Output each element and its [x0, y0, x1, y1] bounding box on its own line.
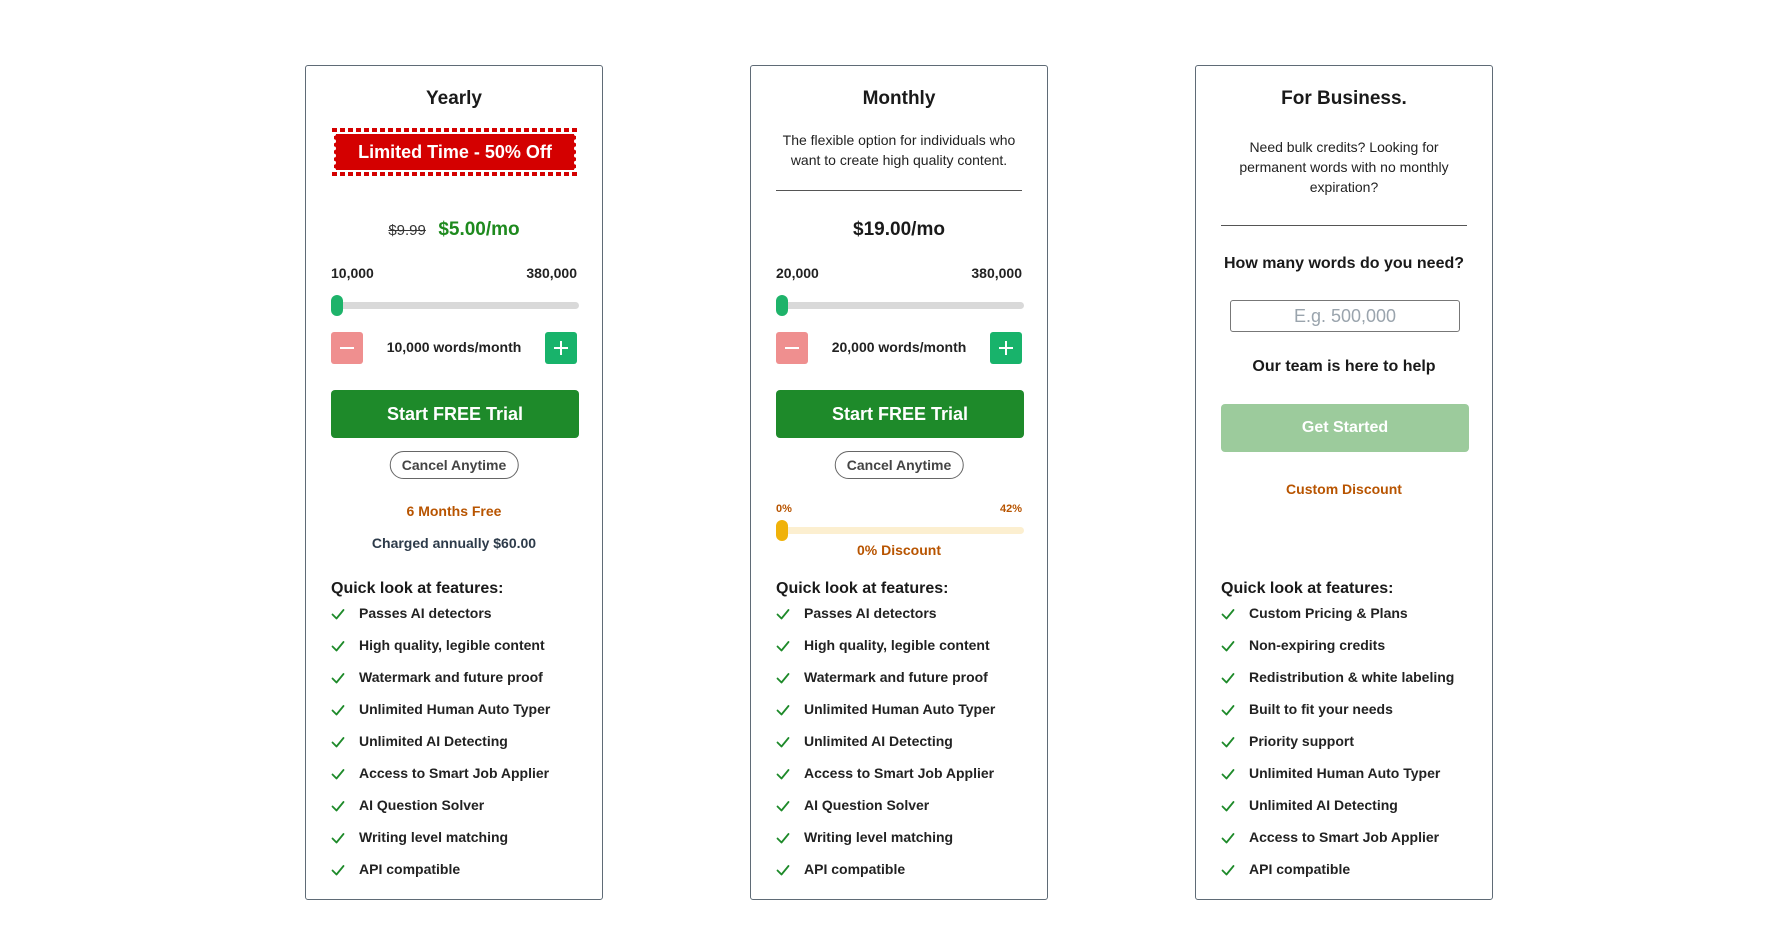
- feature-label: API compatible: [359, 861, 461, 877]
- divider: [1221, 225, 1467, 226]
- check-icon: [331, 639, 345, 653]
- price: $19.00/mo: [853, 219, 945, 240]
- check-icon: [1221, 735, 1235, 749]
- feature-item: [331, 829, 550, 861]
- plan-description: Need bulk credits? Looking for permanent words with no monthly expiration?: [1239, 139, 1449, 195]
- feature-label: Built to fit your needs: [1249, 701, 1393, 717]
- check-icon: [331, 735, 345, 749]
- feature-item: [1221, 605, 1454, 637]
- start-free-trial-button[interactable]: Start FREE Trial: [776, 390, 1024, 438]
- discounted-price: $5.00/mo: [438, 219, 520, 240]
- feature-item: [776, 765, 995, 797]
- check-icon: [776, 831, 790, 845]
- range-max-label: 380,000: [971, 265, 1022, 281]
- divider: [776, 190, 1022, 191]
- feature-label: Watermark and future proof: [804, 669, 988, 685]
- check-icon: [776, 799, 790, 813]
- feature-item: [1221, 861, 1454, 893]
- help-label: Our team is here to help: [1252, 358, 1436, 375]
- plus-icon: [999, 341, 1013, 355]
- discount-min-label: 0%: [776, 503, 792, 515]
- plan-card-monthly: [750, 65, 1048, 900]
- cancel-anytime-badge: Cancel Anytime: [835, 451, 964, 479]
- discount-slider[interactable]: [776, 527, 1024, 534]
- promo-badge-label: Limited Time - 50% Off: [358, 142, 552, 162]
- plus-icon: [554, 341, 568, 355]
- feature-item: [776, 733, 995, 765]
- feature-label: API compatible: [1249, 861, 1351, 877]
- check-icon: [331, 607, 345, 621]
- feature-label: Access to Smart Job Applier: [1249, 829, 1440, 845]
- features-title: Quick look at features:: [1221, 580, 1394, 597]
- old-price: $9.99: [388, 221, 426, 239]
- check-icon: [1221, 703, 1235, 717]
- plan-card-yearly: [305, 65, 603, 900]
- slider-thumb[interactable]: [331, 295, 343, 316]
- feature-list: [331, 605, 550, 893]
- check-icon: [776, 863, 790, 877]
- feature-item: [1221, 733, 1454, 765]
- feature-list: [1221, 605, 1454, 893]
- check-icon: [1221, 639, 1235, 653]
- words-per-month: 10,000 words/month: [386, 339, 522, 355]
- slider-thumb[interactable]: [776, 295, 788, 316]
- feature-item: [776, 701, 995, 733]
- plan-title: Monthly: [862, 88, 936, 109]
- increase-words-button[interactable]: [545, 332, 577, 364]
- feature-item: [1221, 765, 1454, 797]
- words-slider[interactable]: [776, 302, 1024, 309]
- feature-label: Unlimited AI Detecting: [359, 733, 508, 749]
- range-min-label: 20,000: [776, 265, 819, 281]
- feature-item: [331, 733, 550, 765]
- feature-list: [776, 605, 995, 893]
- range-min-label: 10,000: [331, 265, 374, 281]
- feature-label: High quality, legible content: [804, 637, 990, 653]
- check-icon: [1221, 767, 1235, 781]
- feature-label: Unlimited Human Auto Typer: [359, 701, 551, 717]
- words-needed-input[interactable]: [1230, 300, 1460, 332]
- words-question: How many words do you need?: [1223, 255, 1465, 272]
- feature-item: [1221, 829, 1454, 861]
- feature-item: [331, 765, 550, 797]
- feature-item: [776, 605, 995, 637]
- get-started-button[interactable]: Get Started: [1221, 404, 1469, 452]
- check-icon: [331, 671, 345, 685]
- feature-label: AI Question Solver: [359, 797, 485, 813]
- custom-discount-link[interactable]: Custom Discount: [1286, 481, 1402, 497]
- discount-slider-thumb[interactable]: [776, 520, 788, 541]
- cancel-anytime-badge: Cancel Anytime: [390, 451, 519, 479]
- feature-label: Priority support: [1249, 733, 1355, 749]
- words-slider[interactable]: [331, 302, 579, 309]
- feature-item: [331, 701, 550, 733]
- discount-label: 0% Discount: [856, 542, 941, 558]
- feature-label: Writing level matching: [359, 829, 509, 845]
- decrease-words-button[interactable]: [776, 332, 808, 364]
- check-icon: [1221, 831, 1235, 845]
- feature-item: [331, 605, 550, 637]
- check-icon: [331, 831, 345, 845]
- feature-item: [776, 637, 995, 669]
- check-icon: [776, 703, 790, 717]
- check-icon: [1221, 607, 1235, 621]
- features-title: Quick look at features:: [331, 580, 504, 597]
- features-title: Quick look at features:: [776, 580, 949, 597]
- plan-title: For Business.: [1281, 88, 1407, 109]
- check-icon: [331, 767, 345, 781]
- check-icon: [331, 703, 345, 717]
- feature-label: Non-expiring credits: [1249, 637, 1386, 653]
- feature-label: Custom Pricing & Plans: [1249, 605, 1408, 621]
- feature-item: [776, 797, 995, 829]
- bonus-label: 6 Months Free: [406, 503, 502, 519]
- check-icon: [776, 607, 790, 621]
- feature-label: Unlimited Human Auto Typer: [1249, 765, 1441, 781]
- check-icon: [331, 799, 345, 813]
- feature-label: Passes AI detectors: [359, 605, 492, 621]
- feature-label: Unlimited Human Auto Typer: [804, 701, 996, 717]
- decrease-words-button[interactable]: [331, 332, 363, 364]
- feature-label: Access to Smart Job Applier: [804, 765, 995, 781]
- check-icon: [1221, 863, 1235, 877]
- feature-label: Unlimited AI Detecting: [804, 733, 953, 749]
- increase-words-button[interactable]: [990, 332, 1022, 364]
- check-icon: [1221, 671, 1235, 685]
- check-icon: [776, 767, 790, 781]
- words-per-month: 20,000 words/month: [831, 339, 967, 355]
- feature-label: Passes AI detectors: [804, 605, 937, 621]
- plan-title: Yearly: [426, 88, 482, 109]
- check-icon: [776, 735, 790, 749]
- feature-item: [331, 669, 550, 701]
- minus-icon: [340, 341, 354, 355]
- feature-label: Redistribution & white labeling: [1249, 669, 1455, 685]
- feature-label: Access to Smart Job Applier: [359, 765, 550, 781]
- feature-item: [331, 861, 550, 893]
- feature-item: [1221, 669, 1454, 701]
- feature-item: [1221, 701, 1454, 733]
- feature-item: [776, 829, 995, 861]
- price-row: [306, 219, 602, 241]
- charged-annually: Charged annually $60.00: [371, 535, 537, 551]
- feature-label: API compatible: [804, 861, 906, 877]
- feature-item: [776, 861, 995, 893]
- price-row: [751, 219, 1047, 241]
- check-icon: [776, 671, 790, 685]
- plan-description: The flexible option for individuals who want to create high quality content.: [782, 132, 1016, 168]
- range-max-label: 380,000: [526, 265, 577, 281]
- feature-label: High quality, legible content: [359, 637, 545, 653]
- check-icon: [331, 863, 345, 877]
- promo-badge: [332, 132, 578, 172]
- check-icon: [776, 639, 790, 653]
- feature-item: [331, 797, 550, 829]
- minus-icon: [785, 341, 799, 355]
- feature-label: Watermark and future proof: [359, 669, 543, 685]
- feature-item: [776, 669, 995, 701]
- feature-label: AI Question Solver: [804, 797, 930, 813]
- feature-item: [331, 637, 550, 669]
- discount-max-label: 42%: [999, 503, 1022, 515]
- feature-label: Unlimited AI Detecting: [1249, 797, 1398, 813]
- plan-card-business: [1195, 65, 1493, 900]
- check-icon: [1221, 799, 1235, 813]
- feature-item: [1221, 797, 1454, 829]
- feature-item: [1221, 637, 1454, 669]
- start-free-trial-button[interactable]: Start FREE Trial: [331, 390, 579, 438]
- feature-label: Writing level matching: [804, 829, 954, 845]
